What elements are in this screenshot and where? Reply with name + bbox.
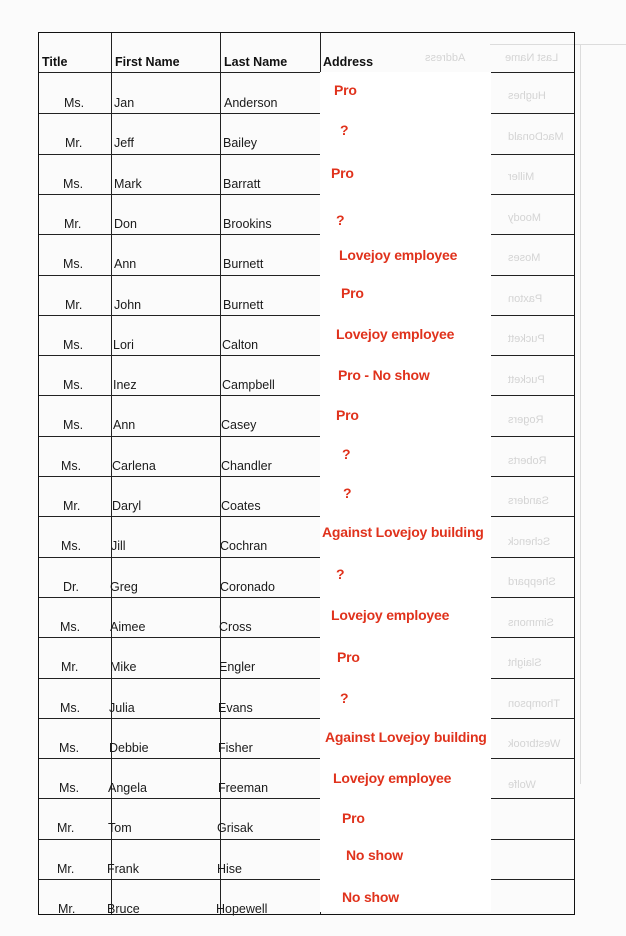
annotation-note: ?: [342, 446, 351, 462]
row-last-name: Engler: [219, 660, 256, 675]
row-last-name: Cochran: [220, 539, 268, 554]
bleed-name: Wolfe: [508, 778, 536, 791]
bleed-name: Sheppard: [508, 576, 556, 588]
bleed-rule: [580, 44, 581, 784]
bleed-name: Puckett: [508, 373, 545, 386]
row-rule: [39, 637, 574, 638]
row-last-name: Bailey: [223, 136, 258, 151]
row-last-name: Brookins: [223, 216, 272, 231]
row-rule: [39, 597, 574, 598]
row-title: Ms.: [61, 458, 82, 473]
row-last-name: Hopewell: [216, 902, 268, 916]
row-first-name: Ann: [113, 418, 136, 433]
contact-table: [38, 32, 575, 915]
row-rule: [39, 798, 574, 799]
row-title: Ms.: [63, 378, 84, 393]
row-rule: [39, 718, 574, 719]
row-last-name: Coates: [221, 499, 261, 513]
row-rule: [39, 557, 574, 558]
annotation-note: ?: [336, 212, 345, 228]
annotation-note: ?: [343, 485, 352, 501]
row-first-name: Jeff: [114, 136, 134, 151]
header-last-name: Last Name: [224, 55, 288, 69]
bleed-name: Hughes: [508, 90, 546, 102]
row-title: Ms.: [60, 700, 81, 715]
annotation-note: Lovejoy employee: [333, 770, 452, 786]
annotation-note: ?: [336, 566, 345, 582]
row-title: Dr.: [63, 579, 79, 594]
bleed-name: Moody: [508, 211, 542, 224]
row-first-name: Aimee: [110, 619, 146, 634]
row-first-name: Mark: [114, 176, 142, 191]
row-title: Mr.: [61, 660, 79, 675]
annotation-note: Against Lovejoy building: [322, 524, 484, 540]
row-title: Mr.: [63, 499, 81, 513]
row-first-name: Greg: [110, 579, 138, 594]
row-first-name: Mike: [110, 660, 137, 675]
row-title: Ms.: [64, 96, 85, 110]
row-first-name: Inez: [113, 378, 137, 393]
row-first-name: Daryl: [112, 499, 142, 513]
bleed-name: Sanders: [508, 495, 549, 507]
row-title: Ms.: [59, 781, 80, 796]
row-rule: [39, 275, 574, 276]
row-last-name: Barratt: [223, 176, 261, 191]
bleed-name: Slaight: [508, 657, 542, 669]
row-first-name: Bruce: [107, 902, 140, 916]
row-last-name: Campbell: [222, 378, 275, 393]
row-first-name: Lori: [113, 337, 134, 352]
row-last-name: Evans: [218, 700, 253, 715]
row-rule: [39, 879, 574, 880]
row-title: Mr.: [65, 136, 83, 151]
row-rule: [39, 678, 574, 679]
row-first-name: Jill: [111, 539, 126, 554]
row-rule: [39, 315, 574, 316]
row-last-name: Hise: [217, 861, 243, 876]
bleed-name: Roberts: [508, 454, 547, 467]
bleed-name: Puckett: [508, 333, 545, 345]
row-title: Ms.: [63, 176, 84, 191]
bleed-name: Miller: [508, 171, 535, 183]
row-title: Ms.: [59, 740, 80, 755]
row-last-name: Anderson: [224, 96, 278, 110]
row-last-name: Chandler: [221, 458, 272, 473]
annotation-note: No show: [346, 847, 403, 863]
bleed-header: Address: [425, 52, 466, 64]
row-rule: [39, 113, 574, 114]
row-title: Mr.: [57, 821, 75, 836]
annotation-note: Lovejoy employee: [336, 326, 455, 342]
row-first-name: John: [114, 297, 142, 312]
annotation-note: Pro: [337, 649, 360, 665]
row-first-name: Angela: [108, 781, 147, 796]
row-last-name: Grisak: [217, 821, 254, 836]
row-last-name: Fisher: [218, 740, 253, 755]
row-first-name: Jan: [114, 96, 135, 110]
row-first-name: Don: [114, 216, 137, 231]
row-rule: [39, 476, 574, 477]
row-first-name: Tom: [108, 821, 132, 836]
row-title: Mr.: [64, 216, 82, 231]
row-last-name: Cross: [219, 619, 252, 634]
row-last-name: Burnett: [223, 297, 264, 312]
row-first-name: Ann: [114, 257, 137, 272]
bleed-name: Paxton: [508, 292, 543, 305]
row-last-name: Freeman: [218, 781, 269, 796]
annotation-note: Against Lovejoy building: [325, 729, 487, 745]
row-rule: [39, 234, 574, 235]
row-rule: [39, 154, 574, 155]
bleed-name: Simmons: [508, 616, 554, 629]
annotation-note: No show: [342, 889, 399, 905]
annotation-note: Pro: [342, 810, 365, 826]
annotation-note: Pro: [334, 82, 357, 98]
row-rule: [39, 395, 574, 396]
row-first-name: Debbie: [109, 740, 149, 755]
annotation-note: ?: [340, 122, 349, 138]
bleed-name: Moses: [508, 252, 541, 264]
bleed-name: MacDonald: [508, 130, 564, 143]
bleed-name: Thompson: [508, 697, 560, 710]
annotation-note: Lovejoy employee: [331, 607, 450, 623]
row-rule: [39, 839, 574, 840]
row-title: Ms.: [61, 539, 82, 554]
row-title: Ms.: [60, 619, 81, 634]
annotation-note: Lovejoy employee: [339, 247, 458, 263]
row-rule: [39, 355, 574, 356]
header-title: Title: [42, 55, 68, 69]
row-title: Mr.: [58, 902, 76, 916]
row-rule: [39, 436, 574, 437]
annotation-note: ?: [340, 690, 349, 706]
row-last-name: Coronado: [220, 579, 275, 594]
annotation-note: Pro: [341, 285, 364, 301]
row-last-name: Calton: [222, 337, 259, 352]
annotation-note: Pro: [336, 407, 359, 423]
row-title: Mr.: [65, 297, 83, 312]
row-title: Ms.: [63, 257, 84, 272]
row-title: Ms.: [63, 418, 84, 433]
row-rule: [39, 194, 574, 195]
row-title: Mr.: [57, 861, 75, 876]
annotation-note: Pro - No show: [338, 367, 430, 383]
header-rule: [39, 72, 574, 73]
row-title: Ms.: [63, 337, 84, 352]
header-address: Address: [323, 55, 374, 69]
annotation-note: Pro: [331, 165, 354, 181]
bleed-name: Rogers: [508, 414, 544, 426]
row-rule: [39, 516, 574, 517]
bleed-name: Schenck: [508, 535, 551, 548]
row-last-name: Burnett: [223, 257, 264, 272]
row-rule: [39, 758, 574, 759]
bleed-name: Westbrook: [508, 738, 561, 750]
header-first-name: First Name: [115, 55, 180, 69]
bleed-header: Last Name: [505, 52, 559, 64]
row-first-name: Carlena: [112, 458, 156, 473]
row-last-name: Casey: [221, 418, 257, 433]
row-first-name: Frank: [107, 861, 139, 876]
row-first-name: Julia: [109, 700, 135, 715]
